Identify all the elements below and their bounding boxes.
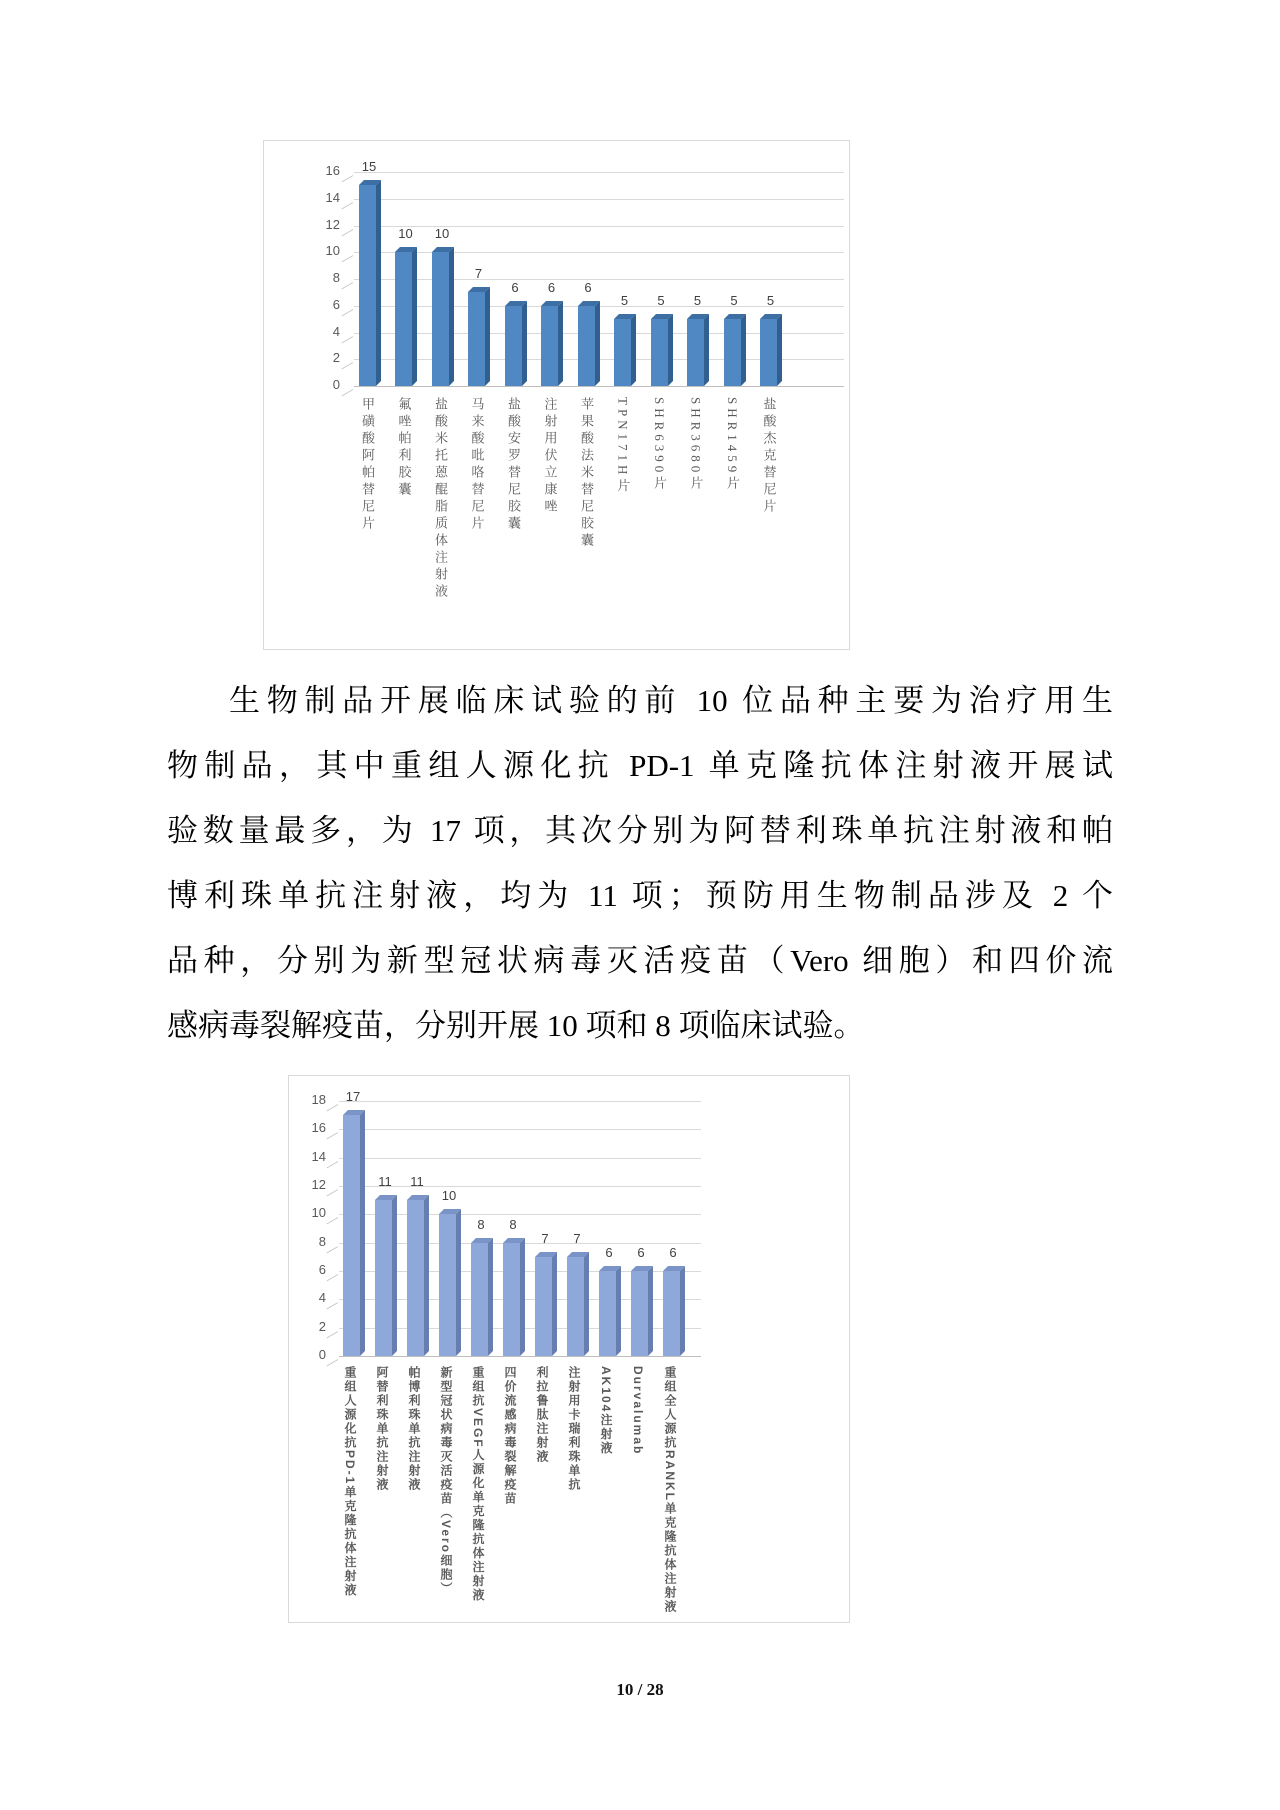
x-category-label: 重组抗VEGF人源化单克隆抗体注射液 <box>471 1366 485 1603</box>
bar-side-face <box>552 1252 557 1356</box>
bar-side-face <box>449 247 454 386</box>
axis-tick-slant <box>326 1189 338 1196</box>
axis-tick-slant <box>326 1359 338 1366</box>
axis-tick-slant <box>341 255 353 262</box>
paragraph-line: 品种，分别为新型冠状病毒灭活疫苗（Vero 细胞）和四价流 <box>167 943 1113 978</box>
paragraph-line: 验数量最多，为 17 项，其次分别为阿替利珠单抗注射液和帕 <box>167 813 1113 848</box>
x-category-label: 注射用伏立康唑 <box>542 397 558 516</box>
bar <box>614 319 631 386</box>
x-category-label: 重组全人源抗RANKL单克隆抗体注射液 <box>663 1366 677 1614</box>
bar-side-face <box>376 180 381 386</box>
paragraph-line: 生物制品开展临床试验的前 10 位品种主要为治疗用生 <box>229 683 1113 718</box>
y-axis-tick-label: 12 <box>311 1177 326 1192</box>
bar-value-label: 5 <box>693 293 702 309</box>
bar-side-face <box>412 247 417 386</box>
bar-value-label: 17 <box>345 1089 361 1105</box>
x-category-label: 苹果酸法米替尼胶囊 <box>579 397 594 550</box>
y-axis-tick-label: 8 <box>332 270 340 285</box>
gridline <box>354 252 844 253</box>
axis-tick-slant <box>326 1331 338 1338</box>
bar <box>599 1271 616 1356</box>
gridline <box>354 199 844 200</box>
bar <box>760 319 777 386</box>
bar-value-label: 15 <box>361 159 377 175</box>
bar-side-face <box>520 1238 525 1356</box>
y-axis-tick-label: 2 <box>332 350 340 366</box>
paragraph-line: 物制品，其中重组人源化抗 PD-1 单克隆抗体注射液开展试 <box>167 748 1113 783</box>
bar-value-label: 10 <box>441 1188 457 1204</box>
paragraph-line: 感病毒裂解疫苗，分别开展 10 项和 8 项临床试验。 <box>167 1008 865 1043</box>
x-category-label: 利拉鲁肽注射液 <box>535 1366 549 1464</box>
bar-value-label: 6 <box>637 1245 645 1260</box>
x-category-label: SHR1459片 <box>725 397 740 494</box>
bar-side-face <box>392 1195 397 1356</box>
y-axis-tick-label: 16 <box>311 1120 326 1136</box>
gridline <box>339 1158 701 1159</box>
bar <box>631 1271 648 1356</box>
y-axis-tick-label: 0 <box>332 377 340 392</box>
bar <box>343 1115 360 1356</box>
bar-side-face <box>456 1209 461 1356</box>
bar <box>567 1257 584 1356</box>
y-axis-tick-label: 4 <box>318 1290 326 1306</box>
y-axis-tick-label: 0 <box>318 1347 326 1362</box>
axis-tick-slant <box>341 202 353 209</box>
x-category-label: Durvalumab <box>631 1366 645 1456</box>
x-category-label: 盐酸杰克替尼片 <box>761 397 777 516</box>
bar-side-face <box>741 314 746 386</box>
y-axis-tick-label: 2 <box>318 1318 326 1334</box>
bar-value-label: 7 <box>474 266 483 282</box>
axis-tick-slant <box>326 1104 338 1111</box>
bar <box>541 306 558 386</box>
y-axis-tick-label: 10 <box>325 243 340 259</box>
bar-side-face <box>704 314 709 386</box>
x-category-label: 重组人源化抗PD-1单克隆抗体注射液 <box>343 1366 357 1598</box>
bar-side-face <box>558 301 563 386</box>
bar-value-label: 5 <box>766 293 775 309</box>
bar <box>724 319 741 386</box>
bar-value-label: 5 <box>730 293 738 309</box>
bar <box>535 1257 552 1356</box>
bar-side-face <box>648 1266 653 1356</box>
x-category-label: 甲磺酸阿帕替尼片 <box>360 397 375 533</box>
x-category-label: AK104注射液 <box>599 1366 613 1456</box>
x-category-label: 阿替利珠单抗注射液 <box>375 1366 389 1492</box>
x-category-label: SHR3680片 <box>688 397 704 494</box>
bar <box>687 319 704 386</box>
bar-side-face <box>485 287 490 386</box>
bar <box>395 252 412 386</box>
bar <box>471 1243 488 1356</box>
x-category-label: 盐酸安罗替尼胶囊 <box>506 397 521 533</box>
axis-tick-slant <box>326 1132 338 1139</box>
bar-side-face <box>777 314 782 386</box>
x-category-label: 盐酸米托蒽醌脂质体注射液 <box>433 397 448 601</box>
axis-tick-slant <box>341 362 353 369</box>
y-axis-tick-label: 16 <box>325 163 340 178</box>
bar-side-face <box>668 314 673 386</box>
page-number: 10 / 28 <box>616 1680 664 1699</box>
y-axis-tick-label: 18 <box>311 1092 326 1107</box>
bar-side-face <box>631 314 636 386</box>
bar-value-label: 11 <box>378 1174 392 1190</box>
axis-tick-slant <box>341 282 353 289</box>
bar <box>432 252 449 386</box>
bar <box>375 1200 392 1356</box>
body-paragraph <box>167 668 1113 1058</box>
y-axis-tick-label: 12 <box>325 216 340 232</box>
x-category-label: 新型冠状病毒灭活疫苗（Vero细胞） <box>439 1366 453 1597</box>
x-category-label: 注射用卡瑞利珠单抗 <box>567 1366 581 1492</box>
axis-tick-slant <box>341 175 353 182</box>
axis-tick-slant <box>326 1217 338 1224</box>
axis-tick-slant <box>326 1274 338 1281</box>
x-category-label: 帕博利珠单抗注射液 <box>407 1366 421 1492</box>
bar-value-label: 6 <box>511 279 519 295</box>
axis-tick-slant <box>326 1302 338 1309</box>
bar-value-label: 6 <box>669 1245 677 1260</box>
bar-value-label: 8 <box>509 1216 517 1232</box>
y-axis-tick-label: 8 <box>318 1233 326 1249</box>
bar <box>505 306 522 386</box>
bar-value-label: 7 <box>573 1230 581 1246</box>
bar-value-label: 6 <box>584 279 592 295</box>
y-axis-tick-label: 6 <box>332 296 340 312</box>
bar-value-label: 5 <box>657 293 665 309</box>
bar-side-face <box>595 301 600 386</box>
bar-value-label: 10 <box>398 226 413 242</box>
bar-side-face <box>522 301 527 386</box>
bar-side-face <box>488 1238 493 1356</box>
bar <box>439 1214 456 1356</box>
bar <box>503 1243 520 1356</box>
bar-side-face <box>584 1252 589 1356</box>
gridline <box>339 1129 701 1130</box>
bar <box>663 1271 680 1356</box>
bar-side-face <box>360 1110 365 1356</box>
x-category-label: SHR6390片 <box>652 397 667 494</box>
bar <box>578 306 595 386</box>
gridline <box>354 386 844 387</box>
bar <box>651 319 668 386</box>
bar-value-label: 7 <box>541 1230 549 1246</box>
bar-side-face <box>680 1266 685 1356</box>
bar <box>359 185 376 386</box>
axis-tick-slant <box>326 1246 338 1253</box>
gridline <box>354 172 844 173</box>
paragraph-line: 博利珠单抗注射液，均为 11 项；预防用生物制品涉及 2 个 <box>167 878 1113 913</box>
y-axis-tick-label: 14 <box>311 1148 326 1164</box>
x-category-label: 四价流感病毒裂解疫苗 <box>503 1366 517 1506</box>
bar-value-label: 11 <box>410 1174 424 1190</box>
bar-value-label: 6 <box>547 279 556 295</box>
axis-tick-slant <box>341 389 353 396</box>
bar-value-label: 10 <box>434 226 450 242</box>
gridline <box>339 1101 701 1102</box>
axis-tick-slant <box>326 1161 338 1168</box>
bar-value-label: 6 <box>605 1245 613 1260</box>
x-category-label: TPN171H片 <box>615 397 631 496</box>
x-category-label: 马来酸吡咯替尼片 <box>469 397 485 533</box>
y-axis-tick-label: 14 <box>325 189 340 205</box>
axis-tick-slant <box>341 336 353 343</box>
bar <box>468 292 485 386</box>
bar-value-label: 5 <box>620 293 629 309</box>
y-axis-tick-label: 6 <box>318 1262 326 1277</box>
bar-side-face <box>616 1266 621 1356</box>
y-axis-tick-label: 4 <box>332 323 340 339</box>
bar-value-label: 8 <box>477 1216 485 1232</box>
y-axis-tick-label: 10 <box>311 1205 326 1221</box>
bar <box>407 1200 424 1356</box>
axis-tick-slant <box>341 309 353 316</box>
axis-tick-slant <box>341 229 353 236</box>
figure-top-clinical-trial-drugs-chart <box>263 140 850 650</box>
x-category-label: 氟唑帕利胶囊 <box>396 397 412 499</box>
bar-side-face <box>424 1195 429 1356</box>
figure-top-clinical-trial-biologics-chart <box>288 1075 850 1623</box>
